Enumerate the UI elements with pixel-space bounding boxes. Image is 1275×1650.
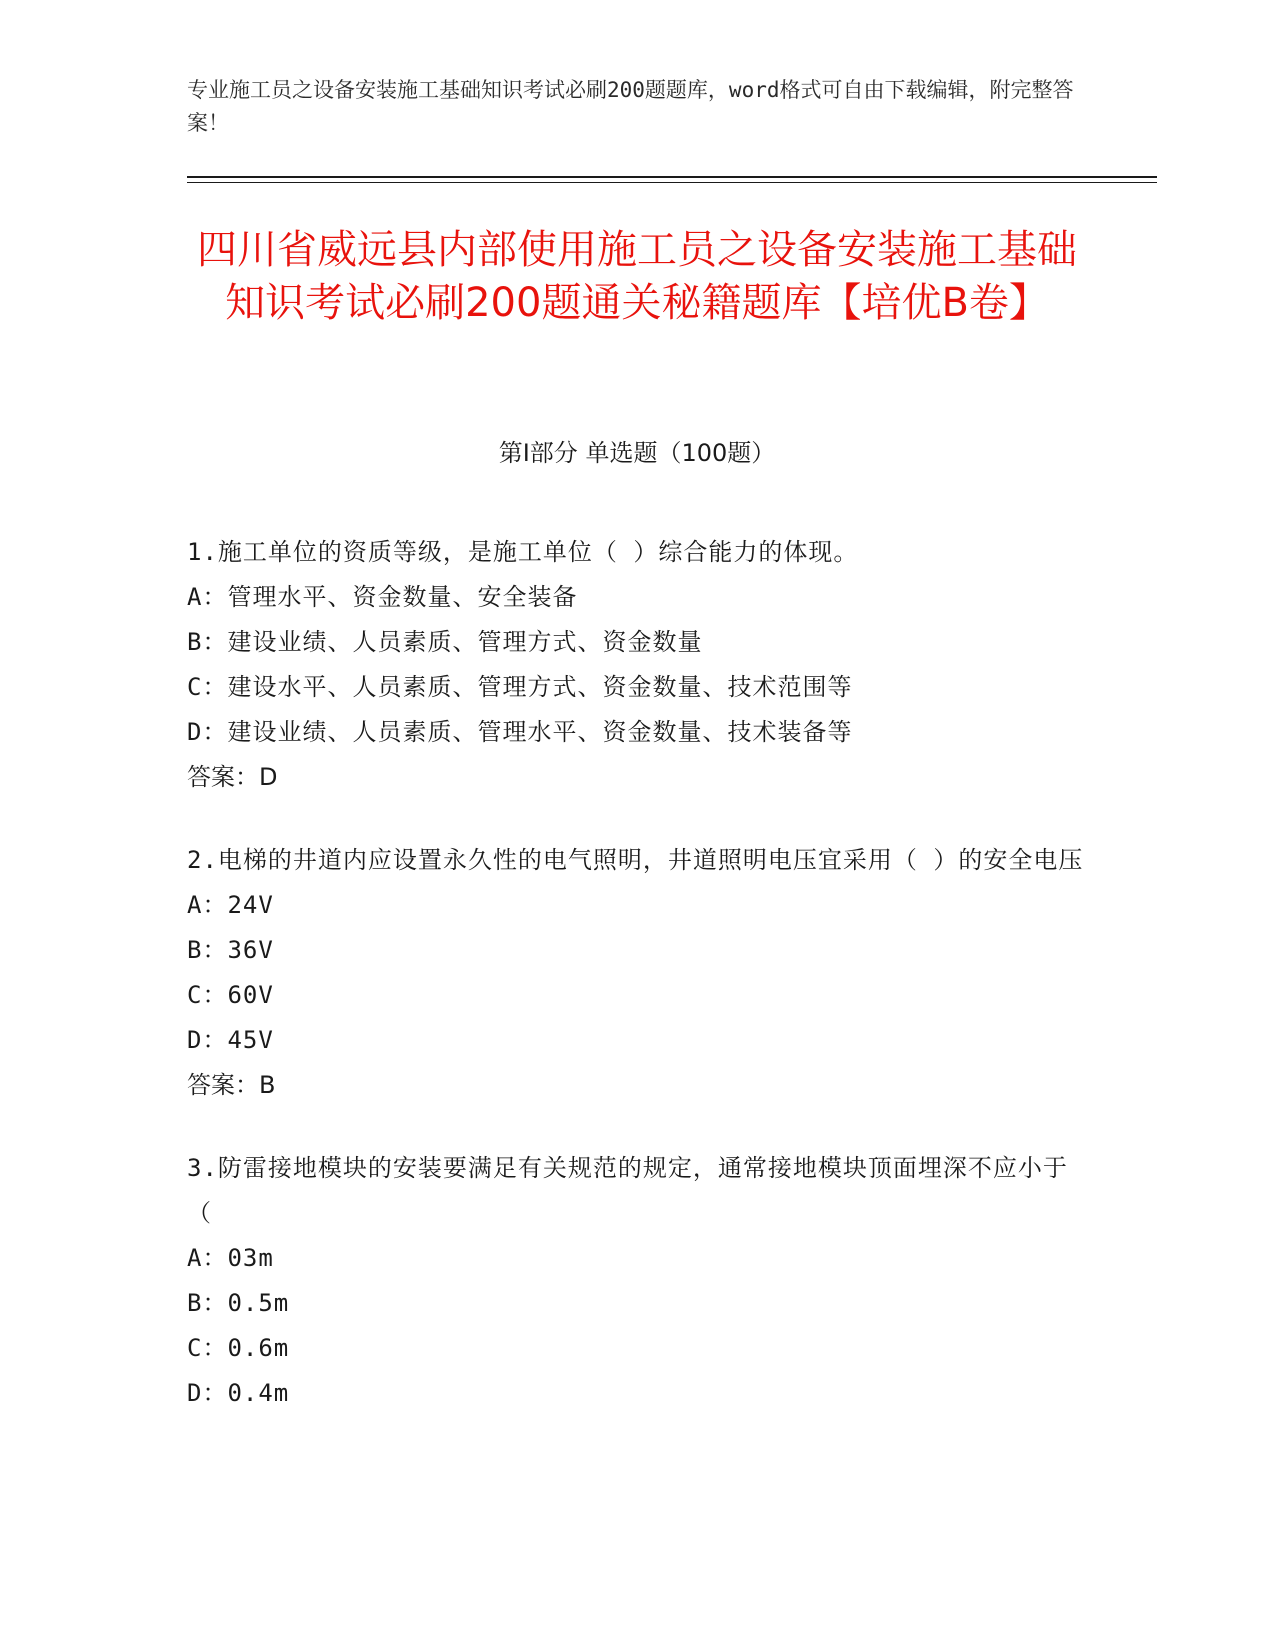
question-3 <box>187 1146 1087 1416</box>
option-d: D：建设业绩、人员素质、管理水平、资金数量、技术装备等 <box>187 718 853 746</box>
option-b: B：建设业绩、人员素质、管理方式、资金数量 <box>187 628 703 656</box>
answer-text: 答案：D <box>187 763 278 791</box>
header-divider-thick <box>187 176 1157 178</box>
option-b: B：36V <box>187 936 274 964</box>
option-d: D：0.4m <box>187 1379 290 1407</box>
question-list <box>187 530 1087 1454</box>
question-stem: 1.施工单位的资质等级，是施工单位（ ）综合能力的体现。 <box>187 538 859 566</box>
option-a: A：24V <box>187 891 274 919</box>
option-d: D：45V <box>187 1026 274 1054</box>
answer-text: 答案：B <box>187 1071 276 1099</box>
option-a: A：03m <box>187 1244 274 1272</box>
section-heading: 第Ⅰ部分 单选题（100题） <box>498 439 776 467</box>
question-stem: 3.防雷接地模块的安装要满足有关规范的规定，通常接地模块顶面埋深不应小于（ <box>187 1154 1068 1227</box>
question-stem: 2.电梯的井道内应设置永久性的电气照明，井道照明电压宜采用（ ）的安全电压 <box>187 846 1084 874</box>
option-c: C：建设水平、人员素质、管理方式、资金数量、技术范围等 <box>187 673 853 701</box>
question-1 <box>187 530 1087 800</box>
header-divider-thin <box>187 182 1157 183</box>
question-2 <box>187 838 1087 1108</box>
option-c: C：60V <box>187 981 274 1009</box>
option-a: A：管理水平、资金数量、安全装备 <box>187 583 578 611</box>
header-note: 专业施工员之设备安装施工基础知识考试必刷200题题库，word格式可自由下载编辑，附完整答案！ <box>187 78 1074 135</box>
option-c: C：0.6m <box>187 1334 290 1362</box>
option-b: B：0.5m <box>187 1289 290 1317</box>
document-title: 四川省威远县内部使用施工员之设备安装施工基础知识考试必刷200题通关秘籍题库【培优B卷】 <box>197 227 1077 326</box>
